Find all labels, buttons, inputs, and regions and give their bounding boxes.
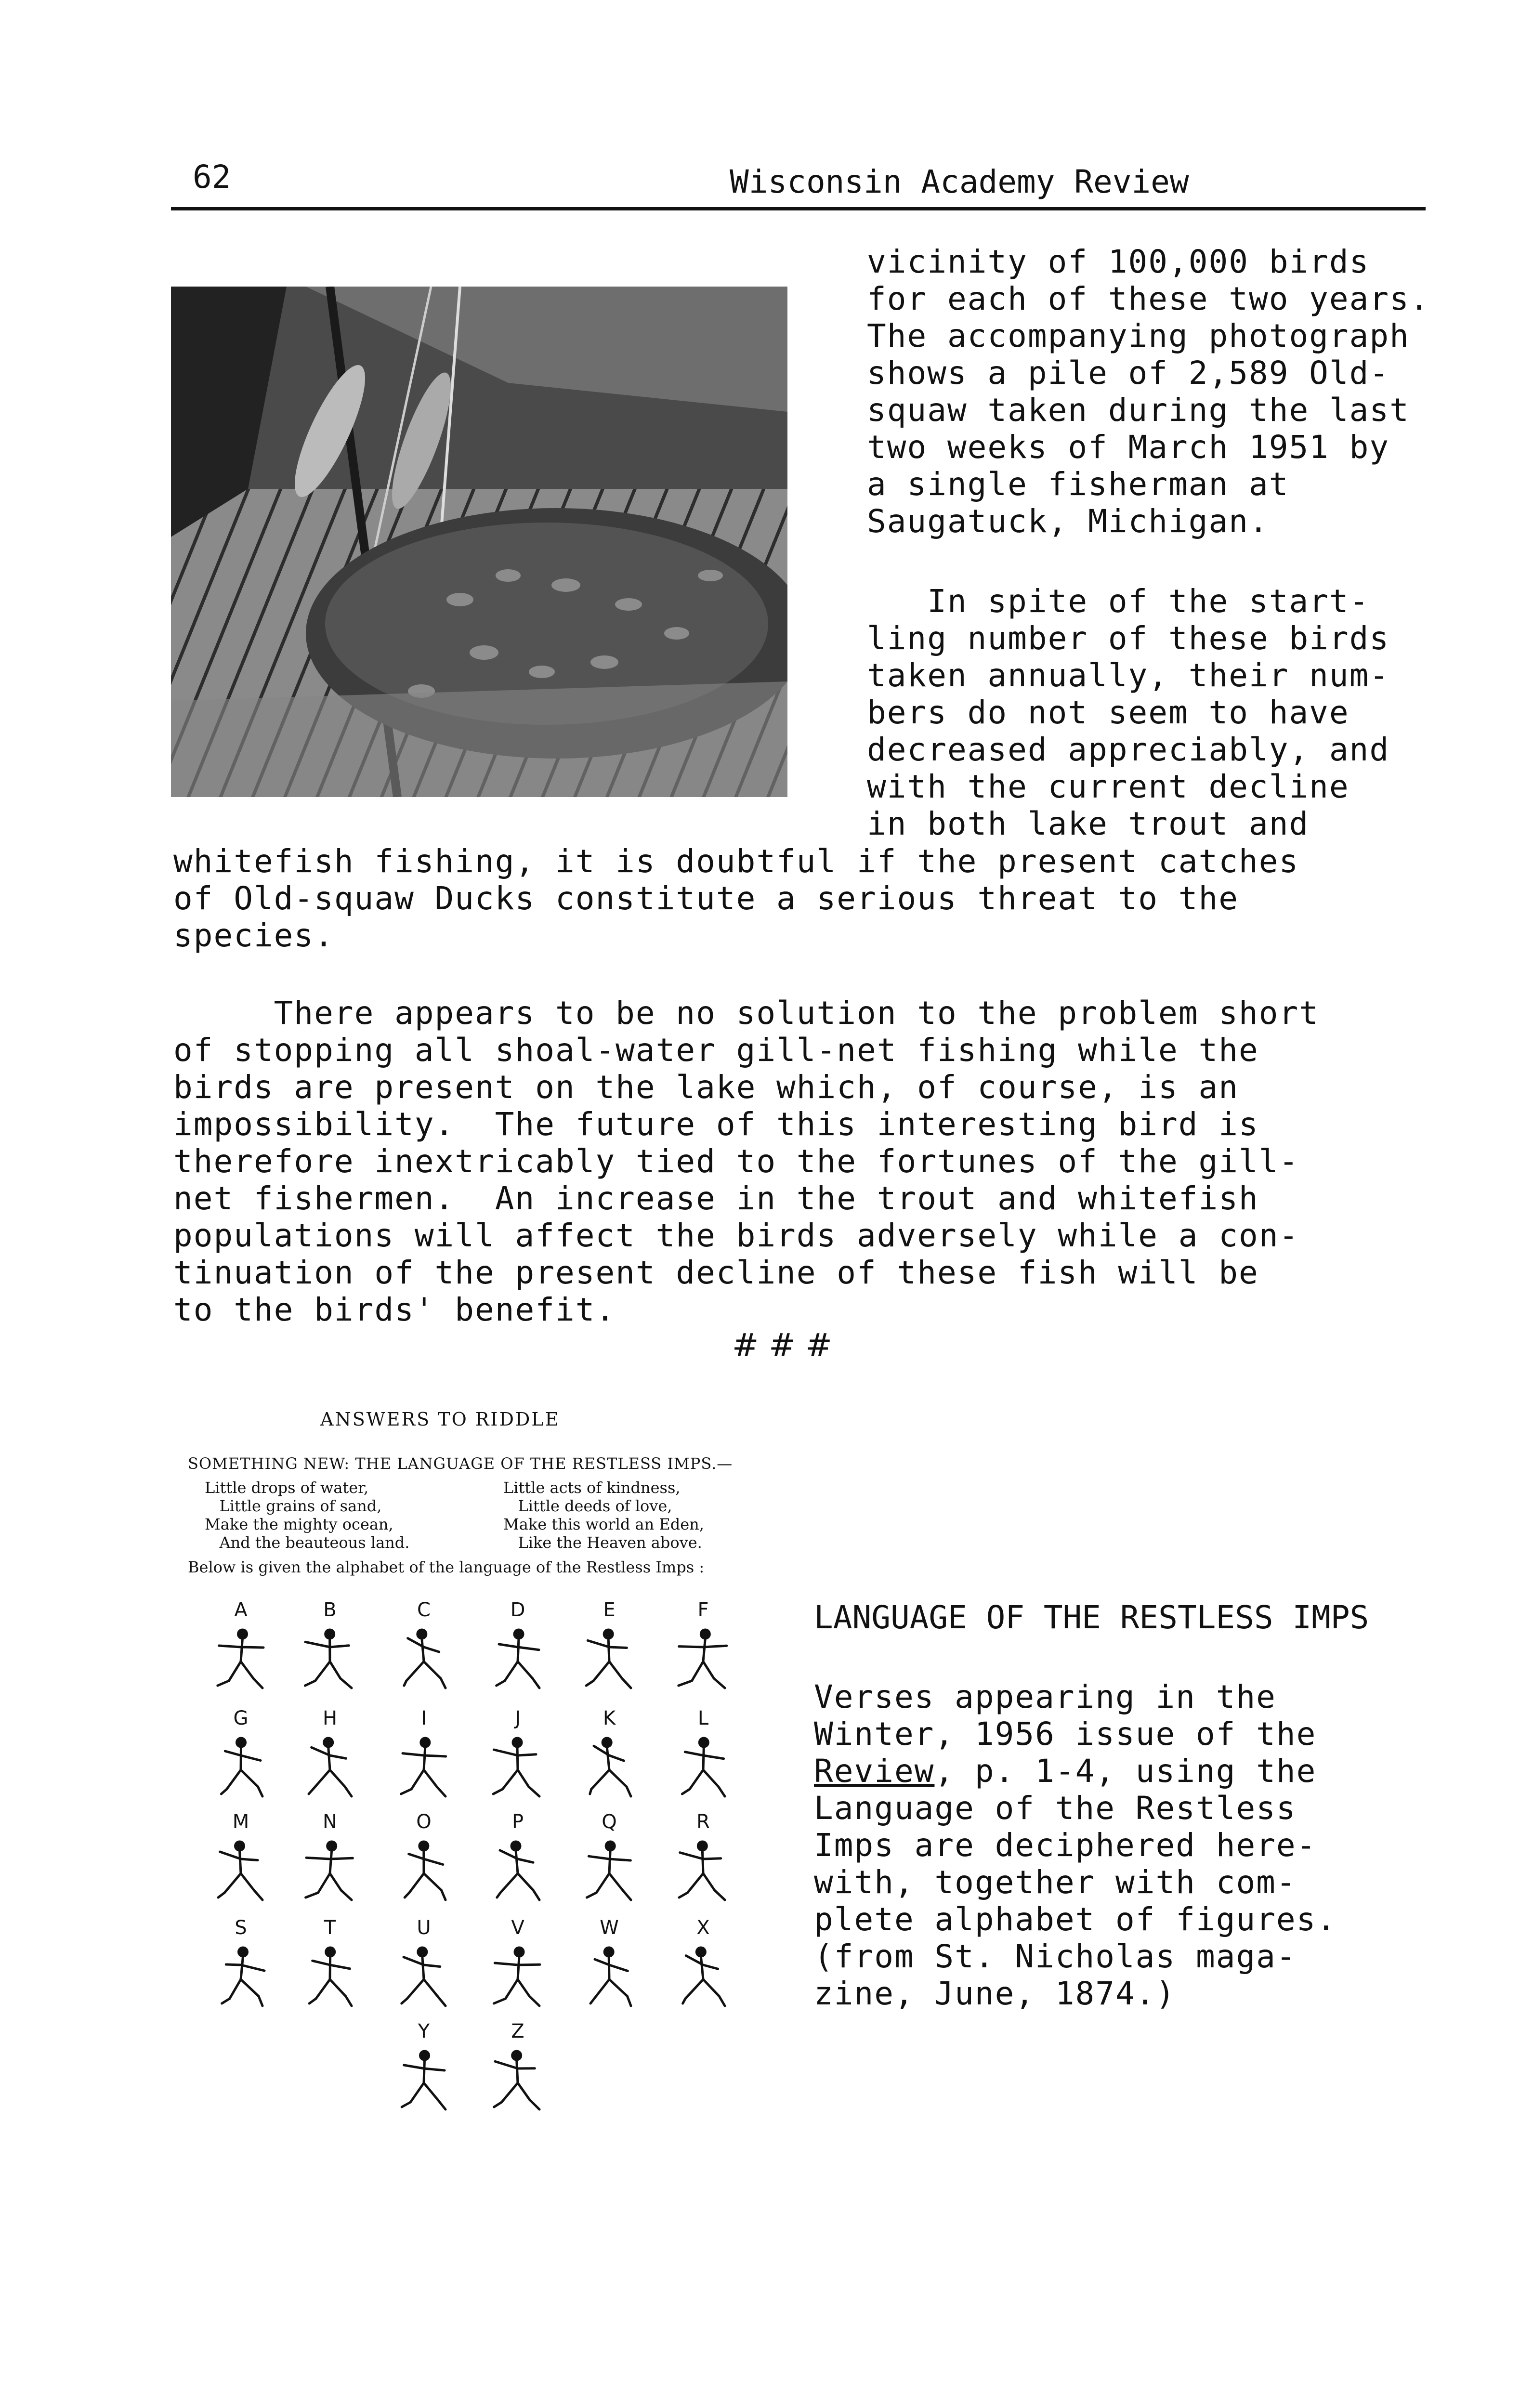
imp-figure-v-icon [482, 1938, 554, 2011]
imp-figure-b-icon [294, 1621, 366, 1693]
imp-figure-i-icon [388, 1729, 460, 1801]
alphabet-letter-u: U [417, 1917, 431, 1939]
imp-figure-g-icon [205, 1729, 277, 1801]
alphabet-letter-v: V [511, 1917, 524, 1939]
page-number: 62 [193, 158, 231, 196]
imp-figure-x-icon [667, 1938, 739, 2011]
imps-body-rest: Language of the Restless Imps are deciphered here- with, together with com- plete alphabet of figures. (from St. Nicholas maga- zine, June, 1874.) [814, 1790, 1337, 2012]
imps-body-citation: , p. 1-4, using the [934, 1753, 1317, 1790]
imps-body-intro: Verses appearing in the Winter, 1956 issue of the [814, 1678, 1317, 1753]
alphabet-letter-g: G [233, 1707, 249, 1729]
imp-figure-l-icon [667, 1729, 739, 1801]
alphabet-letter-b: B [323, 1599, 337, 1621]
alphabet-letter-e: E [603, 1599, 616, 1621]
imp-figure-q-icon [573, 1832, 645, 1905]
imp-figure-a-icon [205, 1621, 277, 1693]
alphabet-letter-h: H [322, 1707, 338, 1729]
alphabet-letter-z: Z [511, 2020, 524, 2042]
alphabet-letter-d: D [510, 1599, 525, 1621]
review-word: Review [814, 1753, 935, 1790]
imp-figure-k-icon [573, 1729, 645, 1801]
alphabet-letter-p: P [511, 1811, 524, 1833]
imp-figure-h-icon [294, 1729, 366, 1801]
riddle-alphabet-caption: Below is given the alphabet of the language of the Restless Imps : [188, 1558, 705, 1576]
riddle-subtitle: SOMETHING NEW: THE LANGUAGE OF THE RESTLESS IMPS.— [188, 1454, 733, 1473]
alphabet-letter-m: M [232, 1811, 249, 1833]
alphabet-letter-l: L [697, 1707, 709, 1729]
imp-figure-r-icon [667, 1832, 739, 1905]
journal-title: Wisconsin Academy Review [730, 163, 1189, 200]
alphabet-letter-k: K [603, 1707, 616, 1729]
riddle-verse-right: Little acts of kindness, Little deeds of love, Make this world an Eden, Like the Heaven above. [503, 1479, 704, 1552]
alphabet-letter-x: X [696, 1917, 710, 1939]
imps-section-body [814, 1678, 1336, 2012]
imp-figure-p-icon [482, 1832, 554, 1905]
alphabet-letter-a: A [234, 1599, 248, 1621]
riddle-verse-left: Little drops of water, Little grains of sand, Make the mighty ocean, And the beauteous land. [205, 1479, 410, 1552]
imp-figure-u-icon [388, 1938, 460, 2011]
alphabet-letter-w: W [600, 1917, 619, 1939]
imp-figure-w-icon [573, 1938, 645, 2011]
alphabet-letter-y: Y [418, 2020, 430, 2042]
alphabet-letter-n: N [323, 1811, 337, 1833]
alphabet-letter-i: I [421, 1707, 427, 1729]
imp-figure-c-icon [388, 1621, 460, 1693]
alphabet-letter-o: O [416, 1811, 432, 1833]
imp-figure-s-icon [205, 1938, 277, 2011]
article-right-column-paragraph: vicinity of 100,000 birds for each of these two years. The accompanying photograph shows a pile of 2,589 Old- squaw taken during the last two weeks of March 1951 by a single fisherman at Saugatuck, Michigan. [867, 243, 1430, 540]
imp-figure-z-icon [482, 2042, 554, 2114]
alphabet-letter-f: F [697, 1599, 709, 1621]
imp-figure-t-icon [294, 1938, 366, 2011]
end-mark: # # # [732, 1327, 832, 1364]
imp-figure-e-icon [573, 1621, 645, 1693]
alphabet-letter-c: C [417, 1599, 431, 1621]
alphabet-letter-j: J [515, 1707, 521, 1729]
imp-figure-o-icon [388, 1832, 460, 1905]
article-continuation: whitefish fishing, it is doubtful if the present catches of Old-squaw Ducks constitute a serious threat to the species. [173, 843, 1299, 954]
imp-figure-j-icon [482, 1729, 554, 1801]
imps-section-title: LANGUAGE OF THE RESTLESS IMPS [814, 1599, 1369, 1636]
article-paragraph-3: There appears to be no solution to the problem short of stopping all shoal-water gill-net fishing while the birds are present on the lake which, of course, is an impossibility. The future of this interesting bird is therefore inextricably tied to the fortunes of the gill- net fishermen. An increase in the trout and whitefish populations will affect the birds adversely while a con- tinuation of the present decline of these fish will be to the birds' benefit. [173, 995, 1319, 1328]
header-rule [171, 207, 1426, 210]
imp-figure-m-icon [205, 1832, 277, 1905]
duck-pile-photo [171, 287, 787, 797]
alphabet-letter-r: R [696, 1811, 710, 1833]
imp-figure-y-icon [388, 2042, 460, 2114]
riddle-heading: ANSWERS TO RIDDLE [320, 1409, 560, 1430]
imp-figure-f-icon [667, 1621, 739, 1693]
photo-ducks-pile-icon [171, 287, 787, 797]
alphabet-letter-t: T [324, 1917, 336, 1939]
alphabet-letter-s: S [235, 1917, 247, 1939]
imp-figure-d-icon [482, 1621, 554, 1693]
article-right-column-paragraph-2: In spite of the start- ling number of these birds taken annually, their num- bers do not seem to have decreased appreciably, and with the current decline in both lake trout and [867, 583, 1390, 842]
imp-figure-n-icon [294, 1832, 366, 1905]
alphabet-letter-q: Q [602, 1811, 617, 1833]
